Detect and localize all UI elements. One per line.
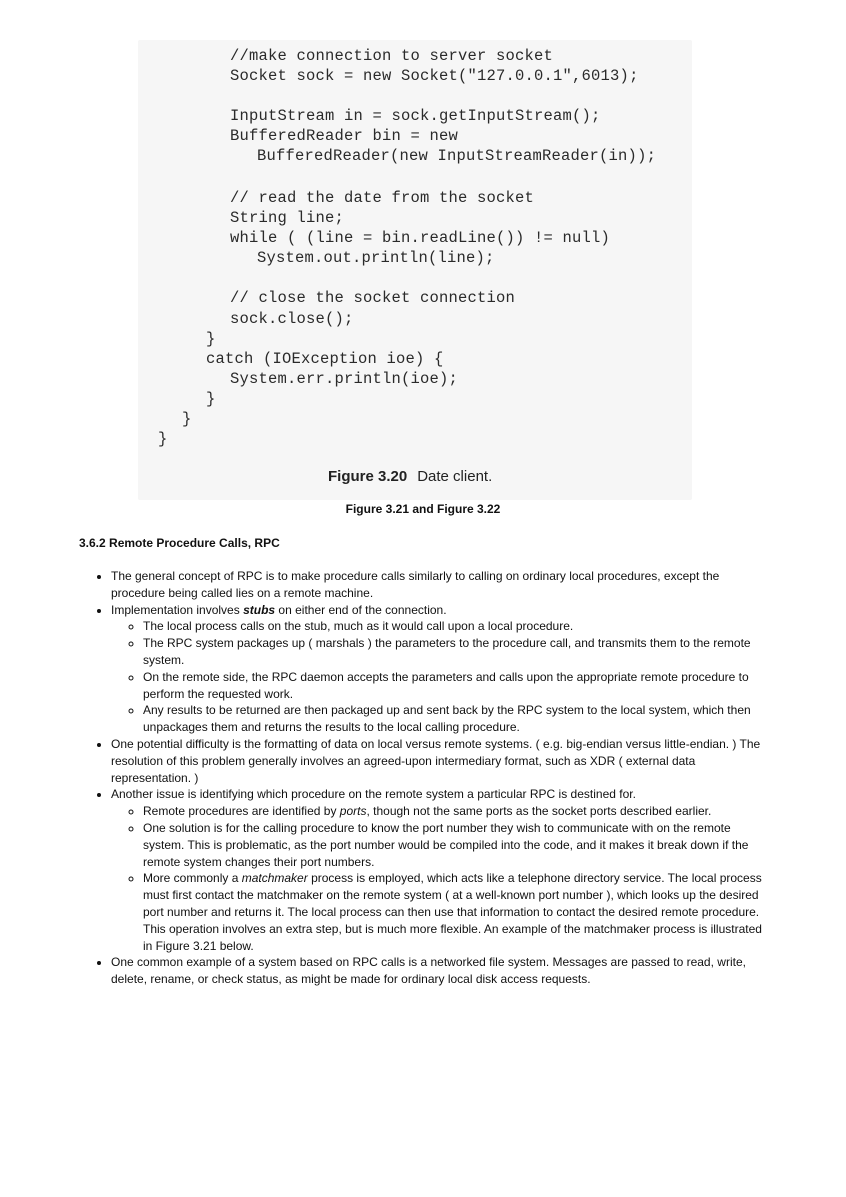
emphasis-term: ports	[339, 804, 367, 819]
bullet-item	[111, 736, 769, 786]
sub-bullet-item	[143, 702, 769, 736]
code-line: // read the date from the socket	[230, 189, 535, 207]
sub-bullet-text: On the remote side, the RPC daemon accepts the parameters and calls upon the appropriate remote procedure to perform the requested work.	[143, 669, 749, 701]
sub-bullet-item	[143, 820, 769, 870]
sub-bullet-text: , though not the same ports as the socket ports described earlier.	[366, 804, 712, 819]
bullet-list	[79, 568, 769, 988]
figure-number: Figure 3.20	[328, 468, 408, 485]
section-heading: 3.6.2 Remote Procedure Calls, RPC	[79, 536, 280, 550]
code-line: catch (IOException ioe) {	[206, 350, 444, 368]
code-line: // close the socket connection	[230, 289, 516, 307]
code-line: sock.close();	[230, 310, 354, 328]
sub-bullet-list	[111, 618, 769, 736]
sub-bullet-item	[143, 803, 769, 820]
sub-bullet-item	[143, 669, 769, 703]
code-line: }	[206, 330, 216, 348]
code-line: }	[158, 430, 168, 448]
emphasis-term: matchmaker	[241, 871, 308, 886]
bullet-item	[111, 568, 769, 602]
code-line: InputStream in = sock.getInputStream();	[230, 107, 601, 125]
bullet-item	[111, 602, 769, 736]
scanned-code-figure	[138, 40, 692, 500]
sub-bullet-item	[143, 870, 769, 954]
sub-bullet-text: Remote procedures are identified by	[143, 804, 340, 819]
bullet-item	[111, 786, 769, 954]
bullet-text: The general concept of RPC is to make procedure calls similarly to calling on ordinary local procedures, except the procedure being called lies on a remote machine.	[111, 569, 720, 600]
emphasis-term: stubs	[243, 602, 276, 617]
code-line: while ( (line = bin.readLine()) != null)	[230, 229, 611, 247]
sub-bullet-text: process is employed, which acts like a telephone directory service. The local process must first contact the matchmaker on the remote system ( at a well-known port number ), which looks up the desired port number and returns it. The local process can then use that information to contact the desired remote procedure. This operation involves an extra step, but is much more flexible. An example of the matchmaker process is illustrated in Figure 3.21 below.	[143, 871, 762, 953]
bullet-content	[79, 568, 769, 988]
figure-reference: Figure 3.21 and Figure 3.22	[345, 502, 501, 516]
code-line: BufferedReader(new InputStreamReader(in));	[238, 147, 657, 165]
sub-bullet-text: One solution is for the calling procedure to know the port number they wish to communicate with on the remote system. This is problematic, as the port number would be compiled into the code, and it makes it break down if the remote system changes their port numbers.	[143, 820, 749, 869]
code-line: System.err.println(ioe);	[230, 370, 459, 388]
figure-title: Date client.	[417, 468, 493, 485]
code-line: }	[206, 390, 216, 408]
sub-bullet-text: More commonly a	[143, 871, 242, 886]
sub-bullet-item	[143, 618, 769, 635]
bullet-text: One common example of a system based on RPC calls is a networked file system. Messages are passed to read, write, delete, rename, or check status, as might be made for ordinary local disk access requests.	[111, 955, 746, 987]
code-line: Socket sock = new Socket("127.0.0.1",6013);	[230, 67, 639, 85]
sub-bullet-text: The RPC system packages up ( marshals ) the parameters to the procedure call, and transmits them to the remote system.	[143, 636, 751, 667]
code-line: }	[182, 410, 192, 428]
code-line: //make connection to server socket	[230, 47, 554, 65]
code-line: BufferedReader bin = new	[230, 127, 459, 145]
bullet-text: Another issue is identifying which procedure on the remote system a particular RPC is destined for.	[111, 787, 636, 802]
sub-bullet-text: The local process calls on the stub, much as it would call upon a local procedure.	[143, 619, 574, 634]
code-line: System.out.println(line);	[238, 249, 495, 267]
bullet-item	[111, 954, 769, 988]
sub-bullet-item	[143, 635, 769, 669]
bullet-text: One potential difficulty is the formatting of data on local versus remote systems. ( e.g. big-endian versus little-endian. ) The resolution of this problem generally involves an agreed-upon intermediary format, such as XDR ( external data representation. )	[111, 736, 761, 785]
code-line: String line;	[230, 209, 345, 227]
bullet-text: Implementation involves	[111, 602, 244, 617]
code-listing	[138, 40, 692, 500]
scanned-figure-caption	[328, 468, 492, 485]
bullet-text: on either end of the connection.	[275, 602, 447, 617]
sub-bullet-list	[111, 803, 769, 954]
sub-bullet-text: Any results to be returned are then packaged up and sent back by the RPC system to the local system, which then unpackages them and returns the results to the local calling procedure.	[143, 703, 751, 735]
